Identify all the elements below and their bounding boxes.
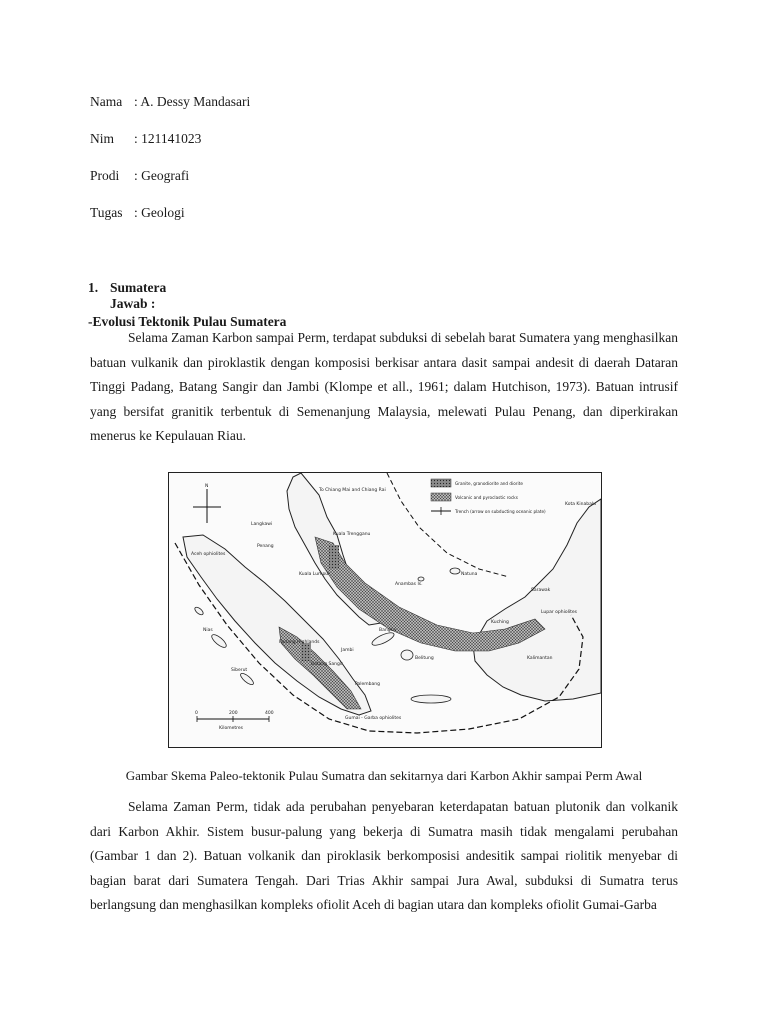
section-title: Sumatera: [110, 280, 167, 295]
scale-label-0: 0: [195, 711, 198, 716]
info-label: Prodi: [90, 168, 120, 183]
info-label: Tugas: [90, 205, 123, 220]
label-belitung: Belitung: [415, 656, 434, 661]
label-anambas: Anambas Is.: [395, 582, 423, 587]
paragraph-2: [90, 795, 678, 918]
label-aceh: Aceh ophiolites: [191, 552, 226, 557]
label-siberut: Siberut: [231, 668, 248, 673]
legend-granite: Granite, granodiorite and diorite: [455, 481, 523, 486]
section-number: 1.: [88, 280, 99, 295]
label-kalimantan: Kalimantan: [527, 656, 553, 661]
info-label: Nama: [90, 94, 123, 109]
label-kuching: Kuching: [491, 620, 509, 625]
granite-pluton: [301, 643, 311, 661]
label-bangka: Bangka: [379, 628, 396, 633]
legend-volcanic: Volcanic and pyroclastic rocks: [455, 495, 518, 500]
info-row-nama: [90, 94, 250, 110]
label-kota-kinabalu: Kota Kinabalu: [565, 502, 596, 507]
label-kuala-lumpur: Kuala Lumpur: [299, 572, 330, 577]
label-batang-sangir: Batang Sangir: [311, 662, 343, 667]
belitung-island: [401, 650, 413, 660]
island: [194, 606, 205, 616]
label-kuala-trengganu: Kuala Trengganu: [333, 532, 371, 537]
label-jambi: Jambi: [341, 648, 354, 653]
subsection-title: -Evolusi Tektonik Pulau Sumatera: [88, 314, 287, 329]
siberut-island: [239, 672, 255, 687]
north-arrow: [193, 483, 221, 523]
info-label: Nim: [90, 131, 115, 146]
paleotectonic-map: [169, 473, 601, 747]
info-row-prodi: [90, 168, 189, 184]
info-value: : 121141023: [134, 131, 202, 146]
map-legend: [431, 479, 546, 515]
info-row-tugas: [90, 205, 185, 221]
label-palembang: Palembang: [355, 682, 380, 687]
nias-island: [210, 633, 228, 650]
info-value: : Geografi: [134, 168, 190, 183]
label-gumai: Gumai - Garba ophiolites: [345, 716, 402, 721]
borneo-island: [473, 499, 601, 701]
label-langkawi: Langkawi: [251, 522, 273, 527]
java-edge: [411, 695, 451, 703]
paragraph-2-text: Selama Zaman Perm, tidak ada perubahan penyebaran keterdapatan batuan plutonik dan volkanik dari Karbon Akhir. Sistem busur-palung yang bekerja di Sumatra masih tidak mengalami perubahan (Gambar 1 dan 2). Batuan volkanik dan piroklasik berkomposisi andesitik sampai riolitik menyebar di bagian barat dari Sumatera Tengah. Dari Trias Akhir sampai Jura Awal, subduksi di Sumatra terus berlangsung dan menghasilkan kompleks ofiolit Aceh di bagian utara dan kompleks ofiolit Gumai-Garba: [90, 799, 678, 912]
label-top-note: To Chiang Mai and Chiang Rai: [319, 488, 386, 493]
info-row-nim: [90, 131, 201, 147]
label-natuna: Natuna: [461, 572, 478, 577]
volcanic-belt-east: [315, 537, 545, 651]
scale-label-200: 200: [229, 711, 238, 716]
scale-bar: [195, 710, 274, 731]
anambas-island: [418, 577, 424, 581]
subduction-trench-north: [387, 473, 509, 577]
north-label: N: [205, 484, 209, 489]
label-nias: Nias: [203, 628, 213, 633]
legend-trench: Trench (arrow on subducting oceanic plate): [455, 509, 546, 514]
paleotectonic-map-figure: [168, 472, 602, 748]
scale-label-400: 400: [265, 711, 274, 716]
label-lupar: Lupar ophiolites: [541, 610, 578, 615]
granite-pluton: [329, 545, 339, 569]
paragraph-1: [90, 326, 678, 449]
answer-label: Jawab :: [110, 296, 156, 311]
label-penang: Penang: [257, 544, 274, 549]
section-heading: [88, 280, 166, 296]
paragraph-1-text: Selama Zaman Karbon sampai Perm, terdapat subduksi di sebelah barat Sumatera yang menghasilkan batuan vulkanik dan piroklastik dengan komposisi berkisar antara dasit sampai andesit di daerah Dataran Tinggi Padang, Batang Sangir dan Jambi (Klompe et all., 1961; dalam Hutchison, 1973). Batuan intrusif yang bersifat granitik terbentuk di Semenanjung Malaysia, melewati Pulau Penang, dan diperkirakan menerus ke Kepulauan Riau.: [90, 330, 678, 443]
label-padang: Padang Highlands: [279, 640, 320, 645]
natuna-island: [450, 568, 460, 574]
info-value: : Geologi: [134, 205, 185, 220]
scale-unit: Kilometres: [219, 726, 243, 731]
label-sarawak: Sarawak: [531, 588, 551, 593]
info-value: : A. Dessy Mandasari: [134, 94, 251, 109]
figure-caption: Gambar Skema Paleo-tektonik Pulau Sumatra dan sekitarnya dari Karbon Akhir sampai Perm Awal: [125, 768, 643, 783]
